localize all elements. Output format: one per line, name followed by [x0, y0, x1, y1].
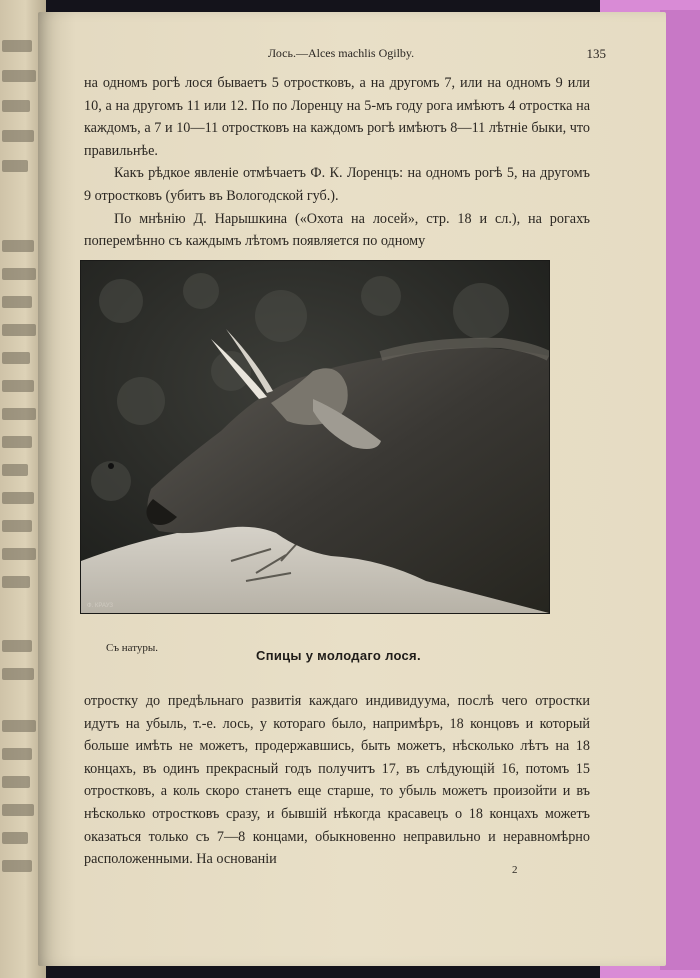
- paragraph-4: отростку до предѣльнаго развитія каждаго индивидуума, послѣ чего отростки идутъ на убыль, т.-е. лось, у котораго было, напримѣръ, 18 концовъ и который больше имѣть не можетъ, продержавшись, быть можетъ, нѣсколько лѣтъ на 18 концахъ, въ одинъ прекрасный годъ получитъ 17, въ слѣдующій 16, потомъ 15 отростковъ, а коль скоро станетъ еще старше, то убыль можетъ произойти и въ нѣсколько отростковъ сразу, и бывшій нѣкогда красавецъ о 18 концахъ можетъ оказаться только съ 7—8 концами, обыкновенно неправильно и неравномѣрно расположенными. На основаніи: [84, 693, 590, 868]
- book-cover-shadow: [660, 10, 700, 970]
- photo-credit: Ф. КРАУЗ: [87, 603, 114, 609]
- paragraph-3: По мнѣнію Д. Нарышкина («Охота на лосей», стр. 18 и сл.), на рогахъ поперемѣнно съ каждымъ лѣтомъ появляется по одному: [84, 210, 590, 250]
- paragraph-1: на одномъ рогѣ лося бываетъ 5 отростковъ, а на другомъ 7, или на одномъ 9 или 10, а на другомъ 11 или 12. По по Лоренцу на 5-мъ году рога имѣютъ 4 отростка на каждомъ, а 7 и 10—11 отростковъ на каждомъ рогѣ имѣютъ 8—11 лѣтніе быки, что правильнѣе.: [84, 75, 590, 159]
- top-text-block: [84, 72, 590, 253]
- figure-source: Съ натуры.: [106, 642, 159, 654]
- moose-photo: [80, 260, 550, 614]
- page-number: 135: [586, 46, 606, 61]
- paragraph-2: Какъ рѣдкое явленіе отмѣчаетъ Ф. К. Лоренцъ: на одномъ рогѣ 5, на другомъ 9 отростковъ (убитъ въ Вологодской губ.).: [84, 165, 590, 204]
- running-head: Лось.—Alces machlis Ogilby.: [268, 46, 415, 60]
- figure-caption: Спицы у молодаго лося.: [256, 648, 421, 663]
- page-header: [78, 46, 638, 66]
- bottom-text-block: [84, 690, 590, 871]
- signature-mark: 2: [512, 864, 518, 876]
- book-page: [38, 12, 666, 966]
